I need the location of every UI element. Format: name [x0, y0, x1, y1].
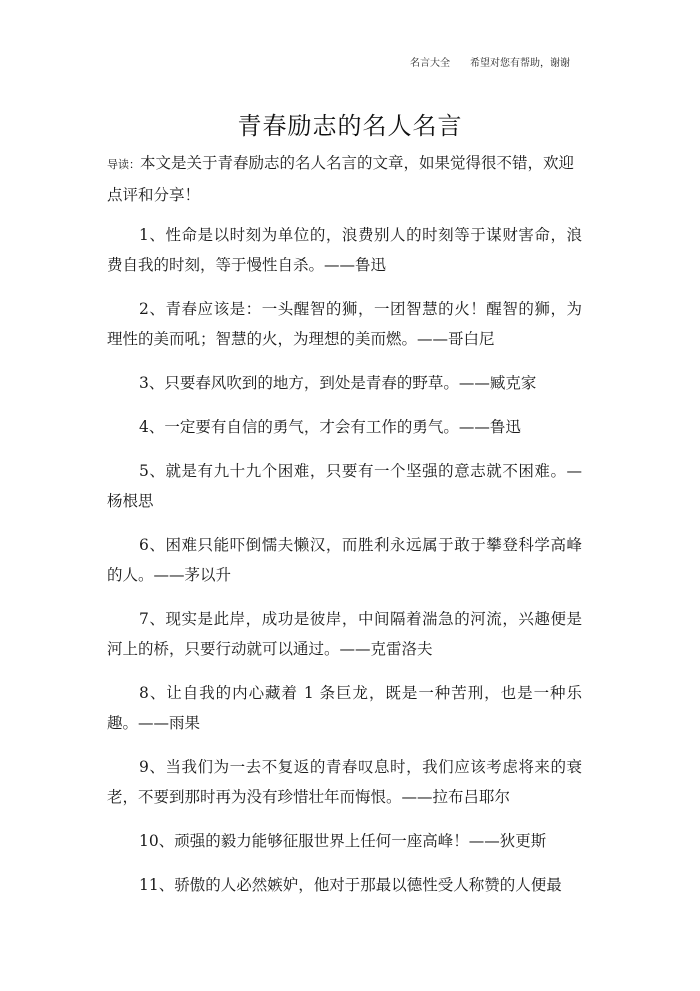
- intro-text: 本文是关于青春励志的名人名言的文章，如果觉得很不错，欢迎点评和分享！: [107, 154, 575, 204]
- quote-item: 4、一定要有自信的勇气，才会有工作的勇气。——鲁迅: [139, 418, 521, 436]
- quote-item: 3、只要春风吹到的地方，到处是青春的野草。——臧克家: [139, 374, 537, 392]
- quote-item: 6、困难只能吓倒懦夫懒汉，而胜利永远属于敢于攀登科学高峰的人。——茅以升: [107, 536, 582, 584]
- intro-label: 导读：: [107, 158, 140, 171]
- quote-item: 9、当我们为一去不复返的青春叹息时，我们应该考虑将来的衰老，不要到那时再为没有珍惜壮年而悔恨。——拉布吕耶尔: [107, 758, 582, 806]
- quote-item: 11、骄傲的人必然嫉妒，他对于那最以德性受人称赞的人便最: [139, 876, 562, 894]
- document-body: [107, 148, 582, 914]
- quote-item: 7、现实是此岸，成功是彼岸，中间隔着湍急的河流，兴趣便是河上的桥，只要行动就可以通过。——克雷洛夫: [107, 610, 582, 658]
- quote-item: 5、就是有九十九个困难，只要有一个坚强的意志就不困难。—杨根思: [107, 462, 582, 510]
- quote-item: 1、性命是以时刻为单位的，浪费别人的时刻等于谋财害命，浪费自我的时刻，等于慢性自杀。——鲁迅: [107, 226, 582, 274]
- intro-paragraph: [107, 148, 582, 210]
- header-left: 名言大全: [410, 58, 450, 69]
- header-right: 希望对您有帮助，谢谢: [470, 58, 570, 69]
- quote-item: 2、青春应该是：一头醒智的狮，一团智慧的火！醒智的狮，为理性的美而吼；智慧的火，为理想的美而燃。——哥白尼: [107, 300, 582, 348]
- page-header: [0, 54, 570, 69]
- quote-item: 8、让自我的内心藏着 1 条巨龙，既是一种苦刑，也是一种乐趣。——雨果: [107, 684, 582, 732]
- page-title: 青春励志的名人名言: [237, 112, 463, 140]
- quote-item: 10、顽强的毅力能够征服世界上任何一座高峰！——狄更斯: [139, 832, 547, 850]
